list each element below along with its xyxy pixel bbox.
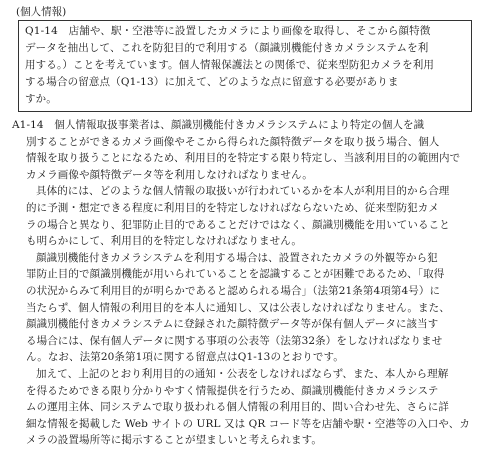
answer-line: の状況からみて利用目的が明らかであると認められる場合」（法第21条第4項第4号）に [26, 284, 441, 297]
answer-line: 別することができるカメラ画像やそこから得られた顔特徴データを取り扱う場合、個人 [26, 135, 440, 148]
answer-line: 顔識別機能付きカメラシステムを利用する場合は、設置されたカメラの外観等から犯 [36, 251, 438, 264]
answer-line: を得るためできる限り分かりやすく情報提供を行うため、顔識別機能付きカメラシステ [26, 384, 439, 397]
answer-line: も明らかにして、利用目的を特定しなければなりません。 [26, 235, 303, 248]
question-line: 用する。）ことを考えています。個人情報保護法との関係で、従来型防犯カメラを利用 [25, 59, 435, 71]
answer-line: A1-14 個人情報取扱事業者は、顔識別機能付きカメラシステムにより特定の個人を識 [12, 119, 425, 131]
answer-line: 当たらず、個人情報の利用目的を本人に通知し、又は公表しなければなりません。また、 [26, 301, 450, 314]
answer-body [12, 117, 472, 449]
answer-line: 加えて、上記のとおり利用目的の通知・公表をしなければならず、また、本人から理解 [36, 367, 449, 380]
answer-line: ムの運用主体、同システムで取り扱われる個人情報の利用目的、問い合わせ先、さらに詳 [26, 401, 449, 414]
answer-line: ん。なお、法第20条第1項に関する留意点はQ1-13のとおりです。 [26, 351, 344, 364]
answer-line: 顔識別機能付きカメラシステムに登録された顔特徴データ等が保有個人データに該当す [26, 318, 439, 331]
question-line: すか。 [25, 93, 57, 105]
answer-line: 的に予測・想定できる程度に利用目的を特定しなければならないため、従来型防犯カメ [26, 201, 439, 214]
answer-line: 具体的には、どのような個人情報の取扱いが行われているかを本人が利用目的から合理 [36, 185, 450, 198]
question-line: する場合の留意点（Q1-13）に加えて、どのような点に留意する必要がありま [25, 76, 399, 88]
answer-line: カメラ画像や顔特徴データ等を利用しなければなりません。 [26, 168, 313, 181]
answer-line: 罪防止目的で顔識別機能が用いられていることを認識することが困難であるため、「取得 [26, 268, 445, 281]
answer-line: 情報を取り扱うことになるため、利用目的を特定する限り特定し、当該利用目的の範囲内で [26, 152, 461, 165]
answer-line: る場合には、保有個人データに関する事項の公表等（法第32条）をしなければなりませ [26, 334, 443, 347]
answer-line: ラの場合と異なり、犯罪防止目的であることだけではなく、顔識別機能を用いていること [26, 218, 450, 231]
answer-line: 細な情報を掲載した Web サイトの URL 又は QR コード等を店舗や駅・空港等の入口や、カ [26, 417, 470, 430]
question-line: データを抽出して、これを防犯目的で利用する（顔識別機能付きカメラシステムを利 [25, 42, 429, 54]
question-box [18, 20, 472, 112]
answer-line: メラの設置場所等に掲示することが望ましいと考えられます。 [26, 434, 322, 447]
question-line: Q1-14 店舗や、駅・空港等に設置したカメラにより画像を取得し、そこから顔特徴 [25, 25, 431, 37]
section-title: (個人情報) [16, 6, 67, 18]
